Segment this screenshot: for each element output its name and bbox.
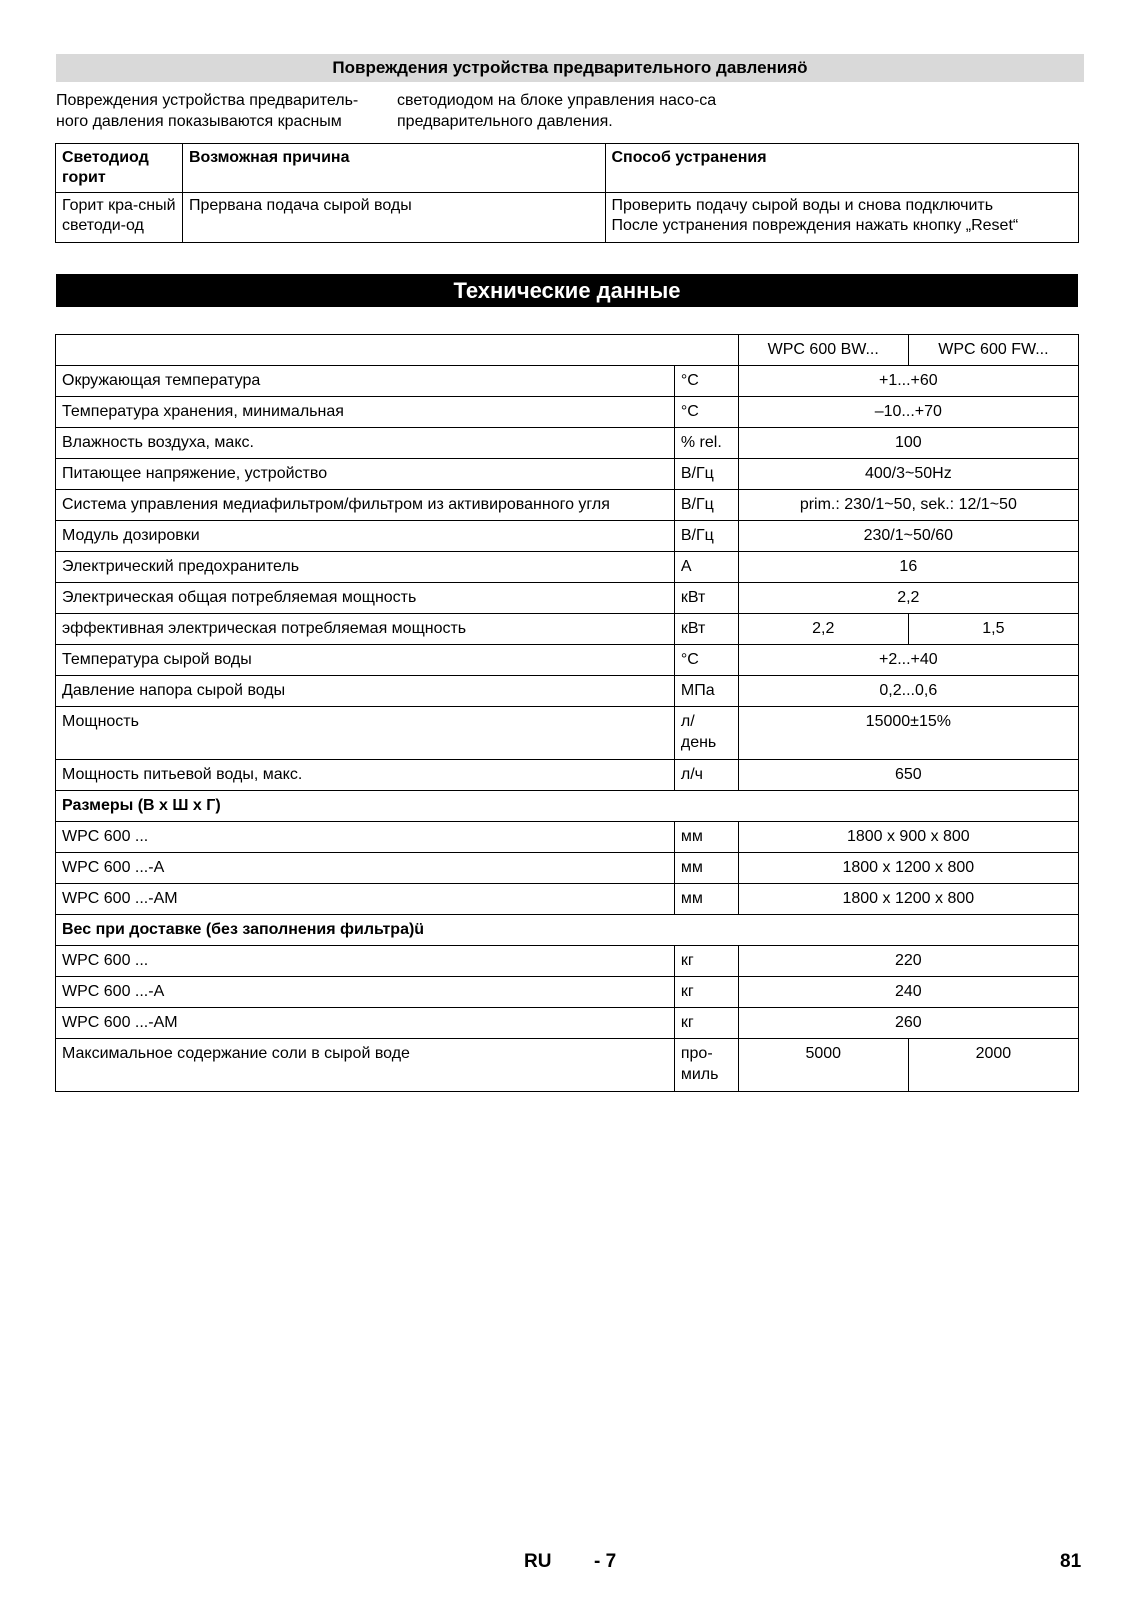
- row-label: WPC 600 ...-A: [56, 977, 675, 1008]
- table-row: [56, 583, 1079, 614]
- row-label: Модуль дозировки: [56, 521, 675, 552]
- table-row: [56, 521, 1079, 552]
- row-unit: °C: [674, 366, 738, 397]
- row-unit: мм: [674, 884, 738, 915]
- dimensions-header: Размеры (В x Ш x Г): [56, 791, 1079, 822]
- table-row: [56, 707, 1079, 760]
- row-label: Влажность воздуха, макс.: [56, 428, 675, 459]
- model-b-header: WPC 600 FW...: [908, 335, 1078, 366]
- row-label: WPC 600 ...-A: [56, 853, 675, 884]
- row-value: 100: [738, 428, 1078, 459]
- dimensions-header-row: [56, 791, 1079, 822]
- row-value-model-a: 2,2: [738, 614, 908, 645]
- row-value-model-b: 2000: [908, 1039, 1078, 1092]
- row-label: эффективная электрическая потребляемая мощность: [56, 614, 675, 645]
- table-row: [56, 459, 1079, 490]
- row-label: Максимальное содержание соли в сырой воде: [56, 1039, 675, 1092]
- row-value: 0,2...0,6: [738, 676, 1078, 707]
- row-value: 1800 x 900 x 800: [738, 822, 1078, 853]
- row-unit: кВт: [674, 614, 738, 645]
- fault-table: [55, 143, 1079, 243]
- row-value: –10...+70: [738, 397, 1078, 428]
- row-value: 650: [738, 760, 1078, 791]
- tech-header-row: [56, 335, 1079, 366]
- row-value: prim.: 230/1~50, sek.: 12/1~50: [738, 490, 1078, 521]
- row-unit: °C: [674, 397, 738, 428]
- fault-cause: Прервана подача сырой воды: [182, 193, 605, 243]
- row-value: 260: [738, 1008, 1078, 1039]
- row-label: Температура хранения, минимальная: [56, 397, 675, 428]
- table-row: [56, 645, 1079, 676]
- table-row: [56, 853, 1079, 884]
- row-value: 2,2: [738, 583, 1078, 614]
- table-row: [56, 884, 1079, 915]
- footer-sub-page: - 7: [594, 1551, 617, 1572]
- table-row: [56, 490, 1079, 521]
- table-row: [56, 397, 1079, 428]
- row-value: +2...+40: [738, 645, 1078, 676]
- row-label: Электрическая общая потребляемая мощность: [56, 583, 675, 614]
- row-label: WPC 600 ...-AM: [56, 884, 675, 915]
- footer-page-number: 81: [1060, 1551, 1082, 1572]
- fault-intro-right: светодиодом на блоке управления насо-са предварительного давления.: [397, 92, 717, 130]
- fault-table-header: [56, 144, 1079, 193]
- row-label: Мощность: [56, 707, 675, 760]
- table-row: [56, 977, 1079, 1008]
- row-label: Температура сырой воды: [56, 645, 675, 676]
- row-unit: В/Гц: [674, 490, 738, 521]
- row-unit: МПа: [674, 676, 738, 707]
- table-row: [56, 193, 1079, 243]
- row-value: 230/1~50/60: [738, 521, 1078, 552]
- row-unit: A: [674, 552, 738, 583]
- fault-led: Горит кра-сный светоди-од: [56, 193, 183, 243]
- row-label: Давление напора сырой воды: [56, 676, 675, 707]
- row-value: 400/3~50Hz: [738, 459, 1078, 490]
- row-unit: л/ день: [674, 707, 738, 760]
- tech-data-table: [55, 334, 1079, 1092]
- table-row: [56, 946, 1079, 977]
- row-value: +1...+60: [738, 366, 1078, 397]
- row-label: Система управления медиафильтром/фильтром из активированного угля: [56, 490, 675, 521]
- weight-header-row: [56, 915, 1079, 946]
- table-row: [56, 366, 1079, 397]
- row-unit: л/ч: [674, 760, 738, 791]
- tech-section-title: Технические данные: [56, 274, 1078, 307]
- fault-intro-left: Повреждения устройства предваритель-ного давления показываются красным: [56, 92, 359, 130]
- table-row: [56, 614, 1079, 645]
- row-unit: кг: [674, 946, 738, 977]
- row-unit: °C: [674, 645, 738, 676]
- fault-remedy: [605, 193, 1079, 243]
- header-led: Светодиод горит: [56, 144, 183, 193]
- row-label: WPC 600 ...-AM: [56, 1008, 675, 1039]
- model-a-header: WPC 600 BW...: [738, 335, 908, 366]
- header-remedy: Способ устранения: [605, 144, 1079, 193]
- table-row: [56, 676, 1079, 707]
- row-label: Мощность питьевой воды, макс.: [56, 760, 675, 791]
- table-row: [56, 1039, 1079, 1092]
- fault-remedy-line-2: После устранения повреждения нажать кнопку „Reset“: [611, 217, 1019, 234]
- row-unit: кг: [674, 1008, 738, 1039]
- row-value-model-b: 1,5: [908, 614, 1078, 645]
- table-row: [56, 1008, 1079, 1039]
- row-value: 1800 x 1200 x 800: [738, 884, 1078, 915]
- row-label: Питающее напряжение, устройство: [56, 459, 675, 490]
- table-row: [56, 552, 1079, 583]
- row-unit: про-миль: [674, 1039, 738, 1092]
- row-value: 1800 x 1200 x 800: [738, 853, 1078, 884]
- row-value: 16: [738, 552, 1078, 583]
- weight-header: Вес при доставке (без заполнения фильтра)ü: [56, 915, 1079, 946]
- fault-remedy-line-1: Проверить подачу сырой воды и снова подключить: [611, 197, 994, 214]
- row-label: Окружающая температура: [56, 366, 675, 397]
- row-unit: кг: [674, 977, 738, 1008]
- table-row: [56, 760, 1079, 791]
- table-row: [56, 822, 1079, 853]
- row-value: 240: [738, 977, 1078, 1008]
- tech-header-blank: [56, 335, 739, 366]
- row-label: Электрический предохранитель: [56, 552, 675, 583]
- row-unit: В/Гц: [674, 459, 738, 490]
- row-label: WPC 600 ...: [56, 822, 675, 853]
- row-value-model-a: 5000: [738, 1039, 908, 1092]
- row-value: 15000±15%: [738, 707, 1078, 760]
- header-cause: Возможная причина: [182, 144, 605, 193]
- footer-language: RU: [524, 1551, 552, 1572]
- fault-section-title: Повреждения устройства предварительного давленияö: [56, 54, 1084, 82]
- row-unit: % rel.: [674, 428, 738, 459]
- row-value: 220: [738, 946, 1078, 977]
- row-unit: В/Гц: [674, 521, 738, 552]
- row-unit: мм: [674, 822, 738, 853]
- row-label: WPC 600 ...: [56, 946, 675, 977]
- row-unit: мм: [674, 853, 738, 884]
- table-row: [56, 428, 1079, 459]
- row-unit: кВт: [674, 583, 738, 614]
